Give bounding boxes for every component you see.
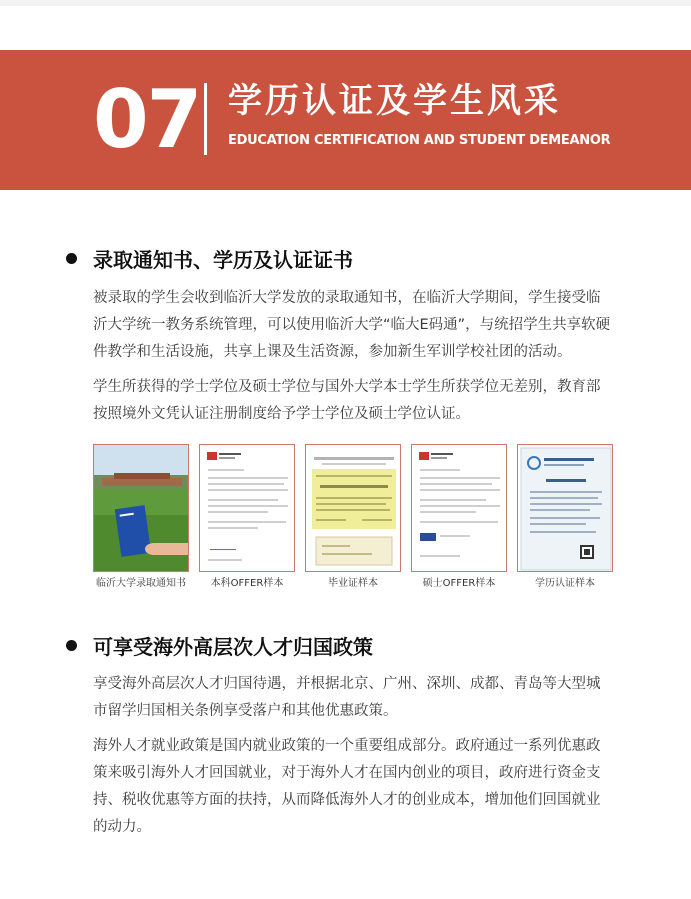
caption-undergraduate-offer: 本科OFFER样本 bbox=[210, 578, 284, 589]
section-number: 07 bbox=[93, 73, 201, 166]
banner-divider bbox=[204, 83, 207, 155]
section-1-heading bbox=[66, 244, 353, 272]
top-strip bbox=[0, 0, 691, 6]
diploma-image bbox=[306, 445, 401, 572]
admission-letter-image bbox=[94, 445, 189, 572]
banner-title: 学历认证及学生风采 bbox=[228, 81, 561, 121]
diploma-sample bbox=[305, 444, 401, 572]
section-banner bbox=[0, 50, 691, 190]
bullet-dot bbox=[66, 253, 77, 264]
section-2-paragraph-2: 海外人才就业政策是国内就业政策的一个重要组成部分。政府通过一系列优惠政策来吸引海外人才回国就业，对于海外人才在国内创业的项目，政府进行资金支持、税收优惠等方面的扶持，从而降低海外人才的创业成本，增加他们回国就业的动力。 bbox=[93, 738, 601, 835]
section-2-heading bbox=[66, 631, 373, 659]
section-1-paragraph-2: 学生所获得的学士学位及硕士学位与国外大学本士学生所获学位无差别，教育部按照境外文凭认证注册制度给予学士学位及硕士学位认证。 bbox=[93, 379, 601, 422]
banner-subtitle: EDUCATION CERTIFICATION AND STUDENT DEMEANOR bbox=[228, 133, 611, 148]
section-1-paragraph-1: 被录取的学生会收到临沂大学发放的录取通知书，在临沂大学期间，学生接受临沂大学统一教务系统管理，可以使用临沂大学“临大E码通”，与统招学生共享软硬件教学和生活设施，共享上课及生活资源，参加新生军训学校社团的活动。 bbox=[93, 290, 611, 360]
admission-letter-photo bbox=[93, 444, 189, 572]
certificate-gallery bbox=[93, 444, 613, 604]
caption-certification: 学历认证样本 bbox=[535, 578, 595, 589]
caption-diploma: 毕业证样本 bbox=[328, 578, 378, 589]
master-offer-sample bbox=[411, 444, 507, 572]
section-1-title: 录取通知书、学历及认证证书 bbox=[93, 247, 353, 272]
signature-icon bbox=[210, 539, 236, 550]
university-logo-icon bbox=[207, 452, 217, 460]
caption-admission-letter: 临沂大学录取通知书 bbox=[96, 578, 186, 589]
university-logo-icon bbox=[419, 452, 429, 460]
section-2-paragraph-1: 享受海外高层次人才归国待遇，并根据北京、广州、深圳、成都、青岛等大型城市留学归国相关条例享受落户和其他优惠政策。 bbox=[93, 676, 601, 719]
stamp-icon bbox=[420, 533, 436, 541]
certification-sample bbox=[517, 444, 613, 572]
caption-master-offer: 硕士OFFER样本 bbox=[422, 578, 496, 589]
undergraduate-offer-sample bbox=[199, 444, 295, 572]
bullet-dot bbox=[66, 640, 77, 651]
section-2-title: 可享受海外高层次人才归国政策 bbox=[93, 634, 373, 659]
certification-image bbox=[518, 445, 613, 572]
